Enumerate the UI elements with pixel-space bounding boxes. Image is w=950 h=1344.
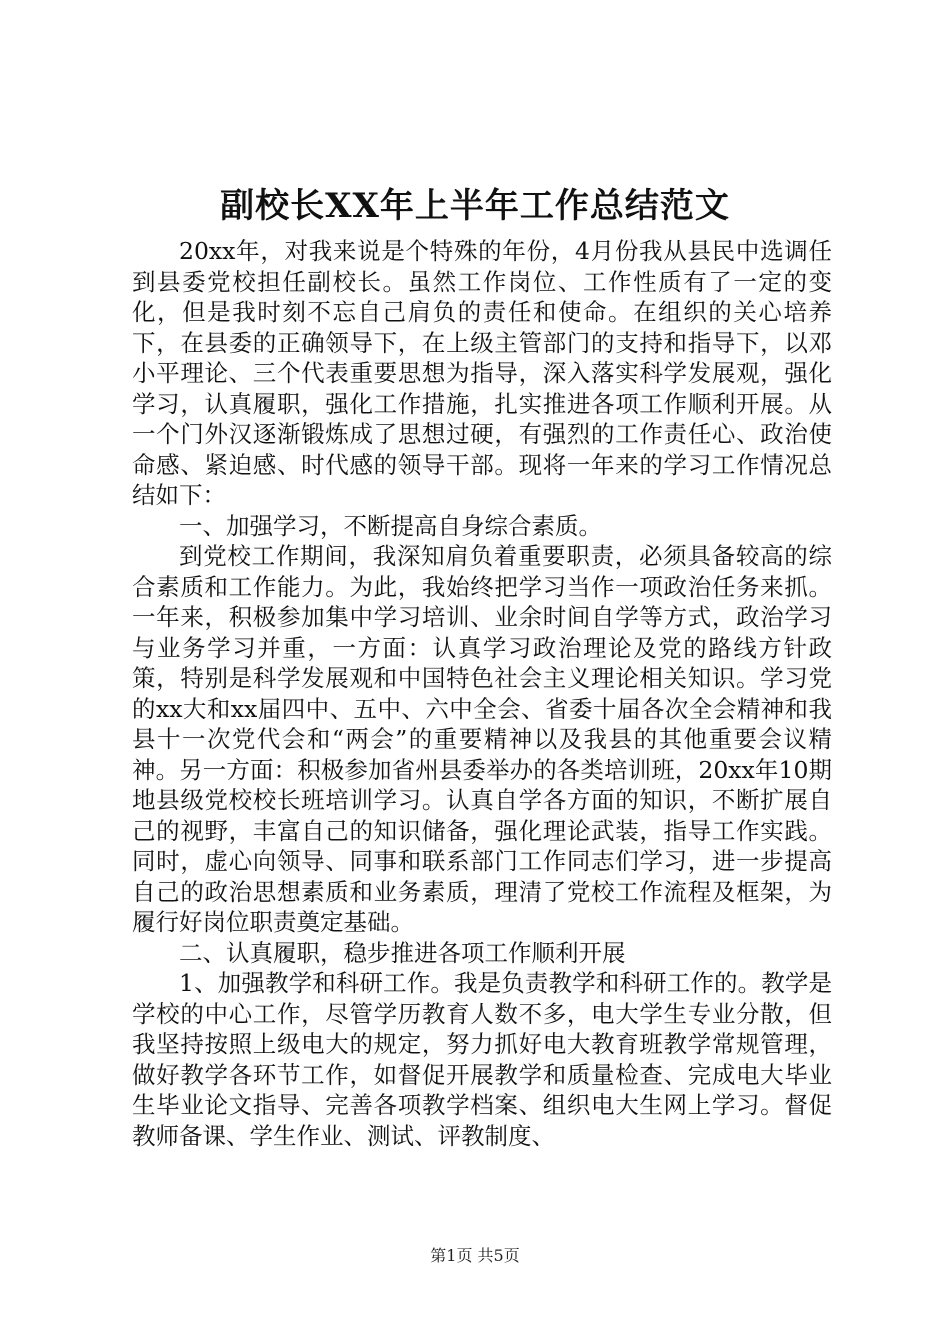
paragraph-teaching: 1、加强教学和科研工作。我是负责教学和科研工作的。教学是学校的中心工作，尽管学历教育人数不多，电大学生专业分散，但我坚持按照上级电大的规定，努力抓好电大教育班教学常规管理，做好教学各环节工作，如督促开展教学和质量检查、完成电大毕业生毕业论文指导、完善各项教学档案、组织电大生网上学习。督促教师备课、学生作业、测试、评教制度、 [132, 969, 832, 1150]
page-number-footer: 第1页 共5页 [430, 1246, 520, 1265]
document-body [132, 236, 832, 1151]
paragraph-intro: 20xx年，对我来说是个特殊的年份，4月份我从县民中选调任到县委党校担任副校长。虽然工作岗位、工作性质有了一定的变化，但是我时刻不忘自己肩负的责任和使命。在组织的关心培养下，在县委的正确领导下，在上级主管部门的支持和指导下，以邓小平理论、三个代表重要思想为指导，深入落实科学发展观，强化学习，认真履职，强化工作措施，扎实推进各项工作顺利开展。从一个门外汉逐渐锻炼成了思想过硬，有强烈的工作责任心、政治使命感、紧迫感、时代感的领导干部。现将一年来的学习工作情况总结如下： [132, 237, 832, 509]
section-heading-1: 一、加强学习，不断提高自身综合素质。 [179, 511, 602, 540]
section-heading-2: 二、认真履职，稳步推进各项工作顺利开展 [179, 938, 626, 967]
paragraph-study: 到党校工作期间，我深知肩负着重要职责，必须具备较高的综合素质和工作能力。为此，我始终把学习当作一项政治任务来抓。一年来，积极参加集中学习培训、业余时间自学等方式，政治学习与业务学习并重，一方面：认真学习政治理论及党的路线方针政策，特别是科学发展观和中国特色社会主义理论相关知识。学习党的xx大和xx届四中、五中、六中全会、省委十届各次全会精神和我县十一次党代会和“两会”的重要精神以及我县的其他重要会议精神。另一方面：积极参加省州县委举办的各类培训班，20xx年10期地县级党校校长班培训学习。认真自学各方面的知识，不断扩展自己的视野，丰富自己的知识储备，强化理论武装，指导工作实践。同时，虚心向领导、同事和联系部门工作同志们学习，进一步提高自己的政治思想素质和业务素质，理清了党校工作流程及框架，为履行好岗位职责奠定基础。 [132, 542, 832, 936]
document-title: 副校长XX年上半年工作总结范文 [220, 186, 730, 226]
